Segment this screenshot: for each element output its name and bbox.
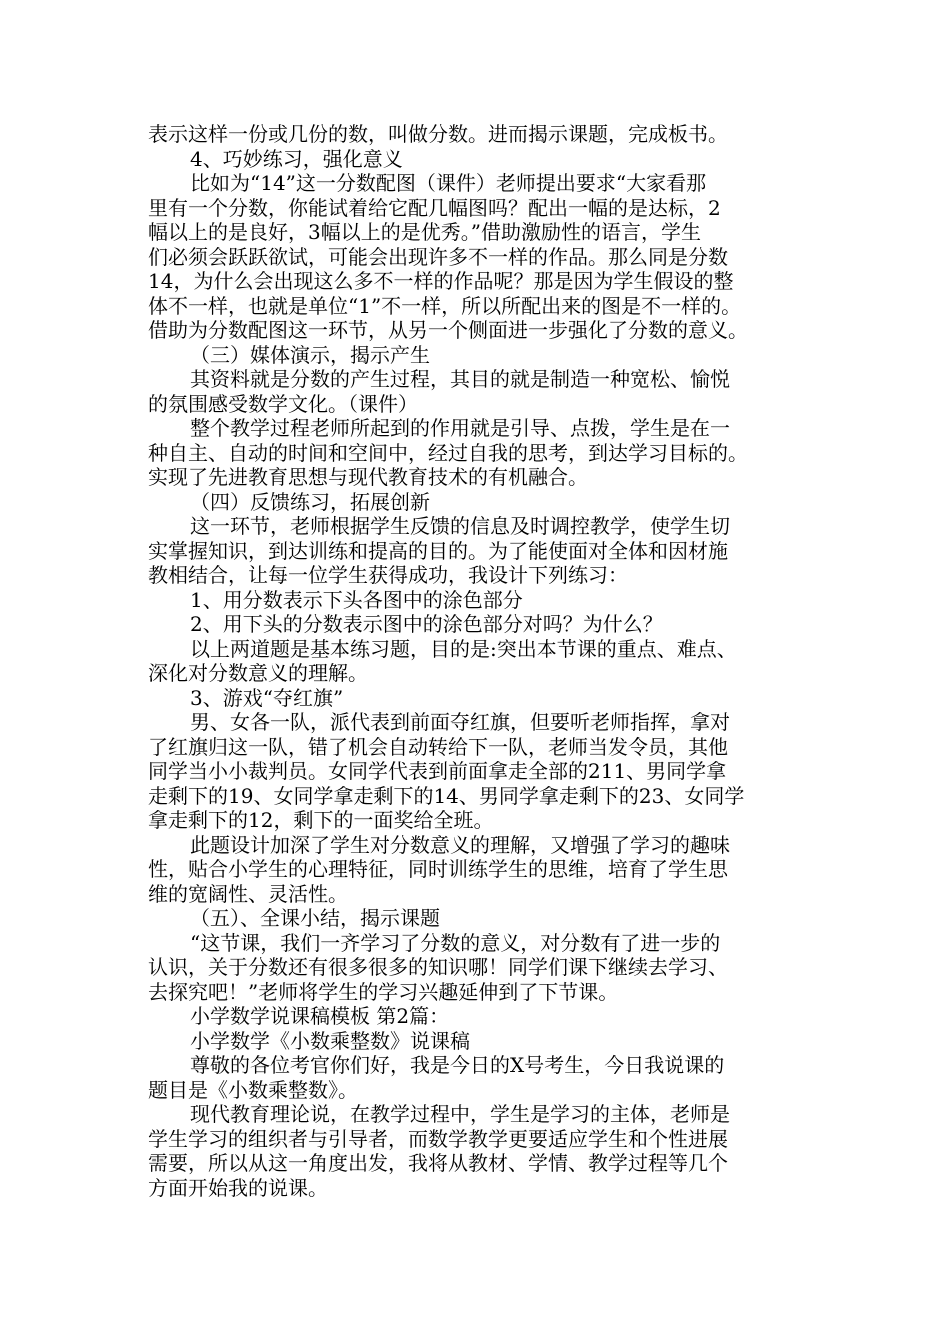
text-line: （三）媒体演示，揭示产生: [190, 342, 430, 367]
text-line: 2、用下头的分数表示图中的涂色部分对吗？为什么？: [190, 612, 663, 636]
text-line: 深化对分数意义的理解。: [148, 661, 368, 685]
text-line: 现代教育理论说，在教学过程中，学生是学习的主体，老师是: [190, 1102, 730, 1126]
text-line: 比如为“14”这一分数配图（课件）老师提出要求“大家看那: [190, 171, 707, 195]
text-line: 去探究吧！”老师将学生的学习兴趣延伸到了下节课。: [148, 979, 619, 1004]
text-line: 此题设计加深了学生对分数意义的理解，又增强了学习的趣味: [190, 832, 730, 857]
text-line: 维的宽阔性、灵活性。: [148, 881, 348, 906]
text-line: 种自主、自动的时间和空间中，经过自我的思考，到达学习目标的。: [148, 440, 748, 465]
text-line: 体不一样，也就是单位“1”不一样，所以所配出来的图是不一样的。: [148, 293, 742, 318]
text-line: （四）反馈练习，拓展创新: [190, 489, 430, 514]
text-line: 学生学习的组织者与引导者，而数学教学更要适应学生和个性进展: [148, 1126, 728, 1151]
text-line: 走剩下的19、女同学拿走剩下的14、男同学拿走剩下的23、女同学: [148, 783, 745, 808]
text-line: 需要，所以从这一角度出发，我将从教材、学情、教学过程等几个: [148, 1151, 728, 1175]
text-line: （五）、全课小结，揭示课题: [190, 906, 440, 930]
text-line: 男、女各一队，派代表到前面夺红旗，但要听老师指挥，拿对: [190, 710, 730, 734]
text-line: 们必须会跃跃欲试，可能会出现许多不一样的作品。那么同是分数: [148, 244, 728, 269]
text-line: 里有一个分数，你能试着给它配几幅图吗？配出一幅的是达标，2: [148, 195, 721, 220]
text-line: 4、巧妙练习，强化意义: [190, 146, 403, 171]
text-line: 了红旗归这一队，错了机会自动转给下一队，老师当发令员，其他: [148, 734, 728, 759]
text-line: 幅以上的是良好，3幅以上的是优秀。”借助激励性的语言，学生: [148, 220, 701, 244]
text-line: 3、游戏“夺红旗”: [190, 685, 344, 710]
text-line: 以上两道题是基本练习题，目的是:突出本节课的重点、难点、: [190, 636, 737, 661]
text-line: 拿走剩下的12，剩下的一面奖给全班。: [148, 808, 494, 832]
text-line: 14，为什么会出现这么多不一样的作品呢？那是因为学生假设的整: [148, 269, 734, 293]
text-line: 题目是《小数乘整数》。: [148, 1077, 358, 1102]
text-line: 小学数学《小数乘整数》说课稿: [190, 1028, 470, 1053]
text-line: 认识，关于分数还有很多很多的知识哪！同学们课下继续去学习、: [148, 955, 728, 979]
text-line: 教相结合，让每一位学生获得成功，我设计下列练习：: [148, 563, 628, 587]
text-line: 同学当小小裁判员。女同学代表到前面拿走全部的211、男同学拿: [148, 759, 727, 783]
text-line: 尊敬的各位考官你们好，我是今日的X号考生，今日我说课的: [190, 1053, 725, 1077]
text-line: 小学数学说课稿模板 第2篇：: [190, 1004, 450, 1028]
text-line: 方面开始我的说课。: [148, 1175, 328, 1200]
text-line: 实掌握知识，到达训练和提高的目的。为了能使面对全体和因材施: [148, 538, 728, 563]
text-line: 这一环节，老师根据学生反馈的信息及时调控教学，使学生切: [190, 514, 730, 538]
text-line: “这节课，我们一齐学习了分数的意义，对分数有了进一步的: [190, 930, 721, 955]
text-line: 性，贴合小学生的心理特征，同时训练学生的思维，培育了学生思: [148, 857, 728, 881]
text-line: 实现了先进教育思想与现代教育技术的有机融合。: [148, 465, 588, 489]
text-line: 表示这样一份或几份的数，叫做分数。进而揭示课题，完成板书。: [148, 122, 728, 146]
text-line: 借助为分数配图这一环节，从另一个侧面进一步强化了分数的意义。: [148, 318, 748, 342]
text-line: 其资料就是分数的产生过程，其目的就是制造一种宽松、愉悦: [190, 367, 730, 391]
text-line: 整个教学过程老师所起到的作用就是引导、点拨，学生是在一: [190, 416, 730, 440]
text-line: 的氛围感受数学文化。（课件）: [148, 391, 418, 416]
document-body: [148, 122, 808, 1200]
text-line: 1、用分数表示下头各图中的涂色部分: [190, 587, 523, 612]
